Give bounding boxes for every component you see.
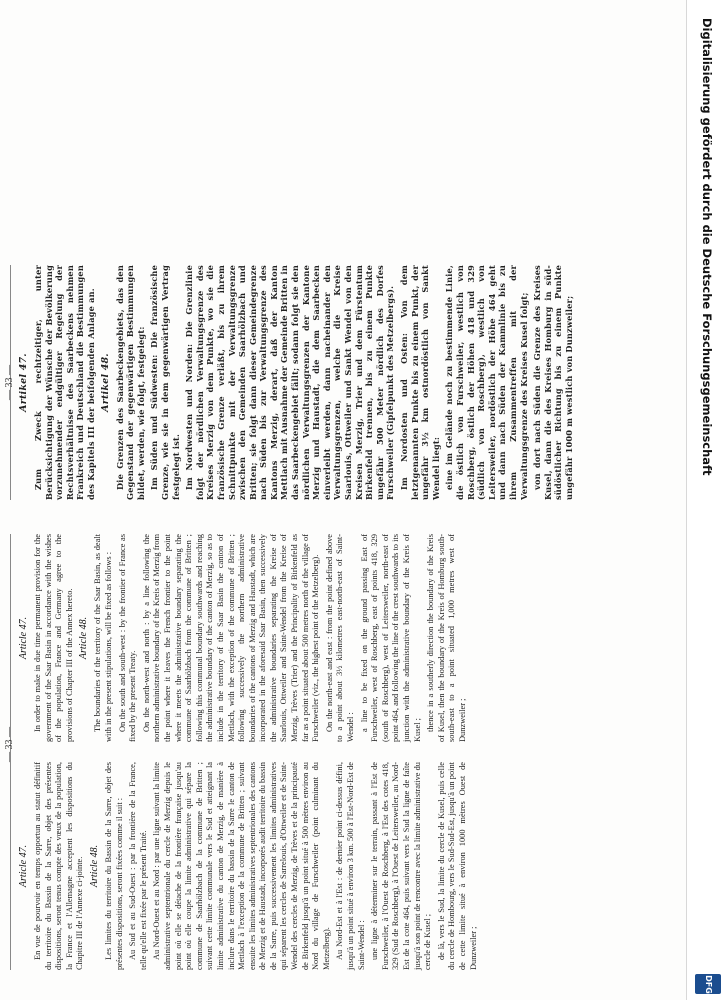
article-48-north-de: Im Nordwesten und Norden: Die Grenzlinie folgt der nördlichen Verwaltungsgrenze des Kreises Merzig von dem Punkte, wo sie die französische Grenze verläßt, bis zu ihrem Schnittpunkte mit der Verwaltungsgrenze zwischen den Gemeinden Saarhölzbach und Britten; sie folgt dann dieser Gemeindegrenze nach Süden bis zur Verwaltungsgrenze des Kantons Merzig, derart, daß der Kanton Mettlach mit Ausnahme der Gemeinde Britten in das Saarbeckengebiet fällt; sodann folgt sie den nördlichen Verwaltungsgrenzen der Kantone Merzig und Haustadt, die dem Saarbecken einverleibt werden, dann nacheinander den Verwaltungsgrenzen, welche die Kreise Saarlouis, Ottweiler und Sankt Wendel von den Kreisen Merzig, Trier und dem Fürstentum Birkenfeld trennen, bis zu einem Punkte ungefähr 500 Meter nördlich des Dorfes Furschweiler (Gipfelpunkt des Metzelbergs). — [184, 265, 396, 500]
german-column — [18, 265, 578, 500]
article-48-kusel-fr: de là, vers le Sud, la limite du cercle de Kusel, puis celle du cercle de Hombourg, vers le Sud-Sud-Est, jusqu'à un point de cette limite situé à environ 1000 mètres Ouest de Dunzweiler ; — [436, 762, 478, 970]
article-47-heading-fr: Article 47. — [18, 844, 29, 888]
article-48-intro-en: The boundaries of the territory of the Saar Basin, as dealt with in the present stipulations, will be fixed as follows : — [93, 534, 113, 742]
page-header-right: — 33 — — [4, 365, 15, 400]
article-47-text-fr: En vue de pourvoir en temps opportun au statut définitif du territoire du Bassin de la Sarre, objet des présentes dispositions, seront tenus compte des vœux de la population, la France et l'Allemagne acceptent les dispositions du Chapitre III de l'Annexe ci-jointe. — [33, 762, 85, 970]
article-48-line-en: a line to be fixed on the ground passing East of Furschweiler, west of Roschberg, east of points 418, 329 (south of Roschberg), west of Leitersweiler, north-east of point 464, and following the line of the crest southwards to its junction with the administrative boundary of the Kreis of Kusel ; — [359, 534, 422, 742]
page-header: — 33 — — [4, 727, 15, 762]
article-47-heading-en: Article 47. — [18, 616, 29, 660]
article-48-northeast-en: On the north-east and east : from the point defined above to a point about 3½ kilometres east-north-east of Saint-Wendel : — [324, 534, 356, 742]
article-48-heading-de: Artikel 48. — [99, 353, 111, 412]
article-48-intro-de: Die Grenzen des Saarbeckengebiets, das den Gegenstand der gegenwärtigen Bestimmungen bildet, werden, wie folgt, festgelegt: — [114, 265, 146, 500]
article-48-line-fr: une ligne à déterminer sur le terrain, passant à l'Est de Furschweiler, à l'Ouest de Roschberg, à l'Est des cotes 418, 329 (Sud de Roschberg), à l'Ouest de Leitersweiler, au Nord-Est de la cote 464, puis suivant vers le Sud la ligne de faîte jusqu'à son point de rencontre avec la limite administrative du cercle de Kusel ; — [370, 762, 433, 970]
article-48-northeast-de: Im Nordosten und Osten: Von dem letztgenannten Punkte bis zu einem Punkt, der ungefähr 3½ km ostnordöstlich von Sankt Wendel liegt: — [399, 265, 441, 500]
french-column — [18, 762, 482, 970]
article-48-north-en: On the north-west and north : by a line following the northern administrative boundary of the Kreis of Merzig from the point where it leaves the French frontier to the point where it meets the administrative boundary separating the commune of Saarhölzbach from the commune of Britten ; following this communal boundary southwards and reaching the administrative boundary of the canton of Merzig, so as to include in the territory of the Saar Basin the canton of Mettlach, with the exception of the commune of Britten ; following successively the northern administrative boundaries of the cantons of Merzig and Haustadt, which are incorporated in the aforesaid Saar Basin, then successively the administrative boundaries separating the Kreise of Saarlouis, Ottweiler and Saint-Wendel from the Kreise of Merzig, Trèves (Trier) and the Principality of Birkenfeld as far as a point situated about 500 metres north of the village of Furschweiler (viz., the highest point of the Metzelberg). — [141, 534, 321, 742]
dfg-credit-text: Digitalisierung gefördert durch die Deutsche Forschungsgemeinschaft — [700, 18, 714, 476]
article-48-line-de: eine im Gelände noch zu bestimmende Linie, die östlich von Furschweiler, westlich von Roschberg, östlich der Höhen 418 und 329 (südlich von Roschberg), westlich von Leitersweiler, nordöstlich der Höhe 464 geht und dann nach Süden der Kammlinie bis zu ihrem Zusammentreffen mit der Verwaltungsgrenze des Kreises Kusel folgt; — [444, 265, 529, 500]
article-47-text-en: In order to make in due time permanent provision for the government of the Saar Basin in accordance with the wishes of the population, France and Germany agree to the provisions of Chapter III of the Annex hereto. — [33, 534, 74, 742]
article-48-south-de: Im Süden und Südwesten: Die französische Grenze, wie sie in dem gegenwärtigen Vertrag festgelegt ist. — [149, 265, 181, 500]
article-48-heading-en: Article 48. — [78, 616, 90, 660]
article-48-kusel-de: von dort nach Süden die Grenze des Kreises Kusel, dann die des Kreises Homburg in süd-südöstlicher Richtung bis zu einem Punkte ungefähr 1000 m westlich von Dunzweiler; — [532, 265, 574, 500]
dfg-logo-icon: DFG — [695, 974, 721, 994]
article-47-heading-de: Artikel 47. — [18, 353, 29, 412]
article-48-kusel-en: thence in a southerly direction the boundary of the Kreis of Kusel, then the boundary of the Kreis of Homburg south-south-east to a point situated 1,000 metres west of Dunzweiler ; — [426, 534, 467, 742]
article-48-north-fr: Au Nord-Ouest et au Nord : par une ligne suivant la limite administrative septentrionale du cercle de Merzig depuis le point où elle se détache de la frontière française jusqu'au point où elle coupe la limite administrative qui sépare la commune de Saarhölzbach de la commune de Britten ; suivant cette limite communale vers le Sud et atteignant la limite administrative du canton de Merzig, de manière à inclure dans le territoire du bassin de la Sarre le canton de Mettlach à l'exception de la commune de Britten ; suivant ensuite les limites administratives septentrionales des cantons de Merzig et de Haustadt, incorporés audit territoire du bassin de la Sarre, puis successivement les limites administratives qui séparent les cercles de Sarrelouis, d'Ottweiler et de Saint-Wendel des cercles de Merzig, de Trèves et de la principauté de Birkenfeld jusqu'à un point situé à 500 mètres environ au Nord du village de Furschweiler (point culminant du Metzelberg). — [152, 762, 331, 970]
english-column — [18, 534, 472, 742]
article-48-south-fr: Au Sud et au Sud-Ouest : par la frontière de la France, telle qu'elle est fixée par le présent Traité. — [128, 762, 148, 970]
article-48-south-en: On the south and south-west : by the frontier of France as fixed by the present Treaty. — [117, 534, 138, 742]
article-48-heading-fr: Article 48. — [88, 844, 100, 888]
article-48-intro-fr: Les limites du territoire du Bassin de la Sarre, objet des présentes dispositions, seront fixées comme il suit : — [103, 762, 124, 970]
article-47-text-de: Zum Zweck rechtzeitiger, unter Berücksichtigung der Wünsche der Bevölkerung vorzunehmender endgültiger Regelung der Rechtsverhältnisse des Saarbeckens nehmen Frankreich und Deutschland die Bestimmungen des Kapitels III der beifolgenden Anlage an. — [33, 265, 96, 500]
article-48-northeast-fr: Au Nord-Est et à l'Est : de dernier point ci-dessus défini, jusqu'à un point situé à environ 3 km. 500 à l'Est-Nord-Est de Saint-Wendel : — [335, 762, 366, 970]
dfg-sidebar — [686, 0, 727, 1000]
